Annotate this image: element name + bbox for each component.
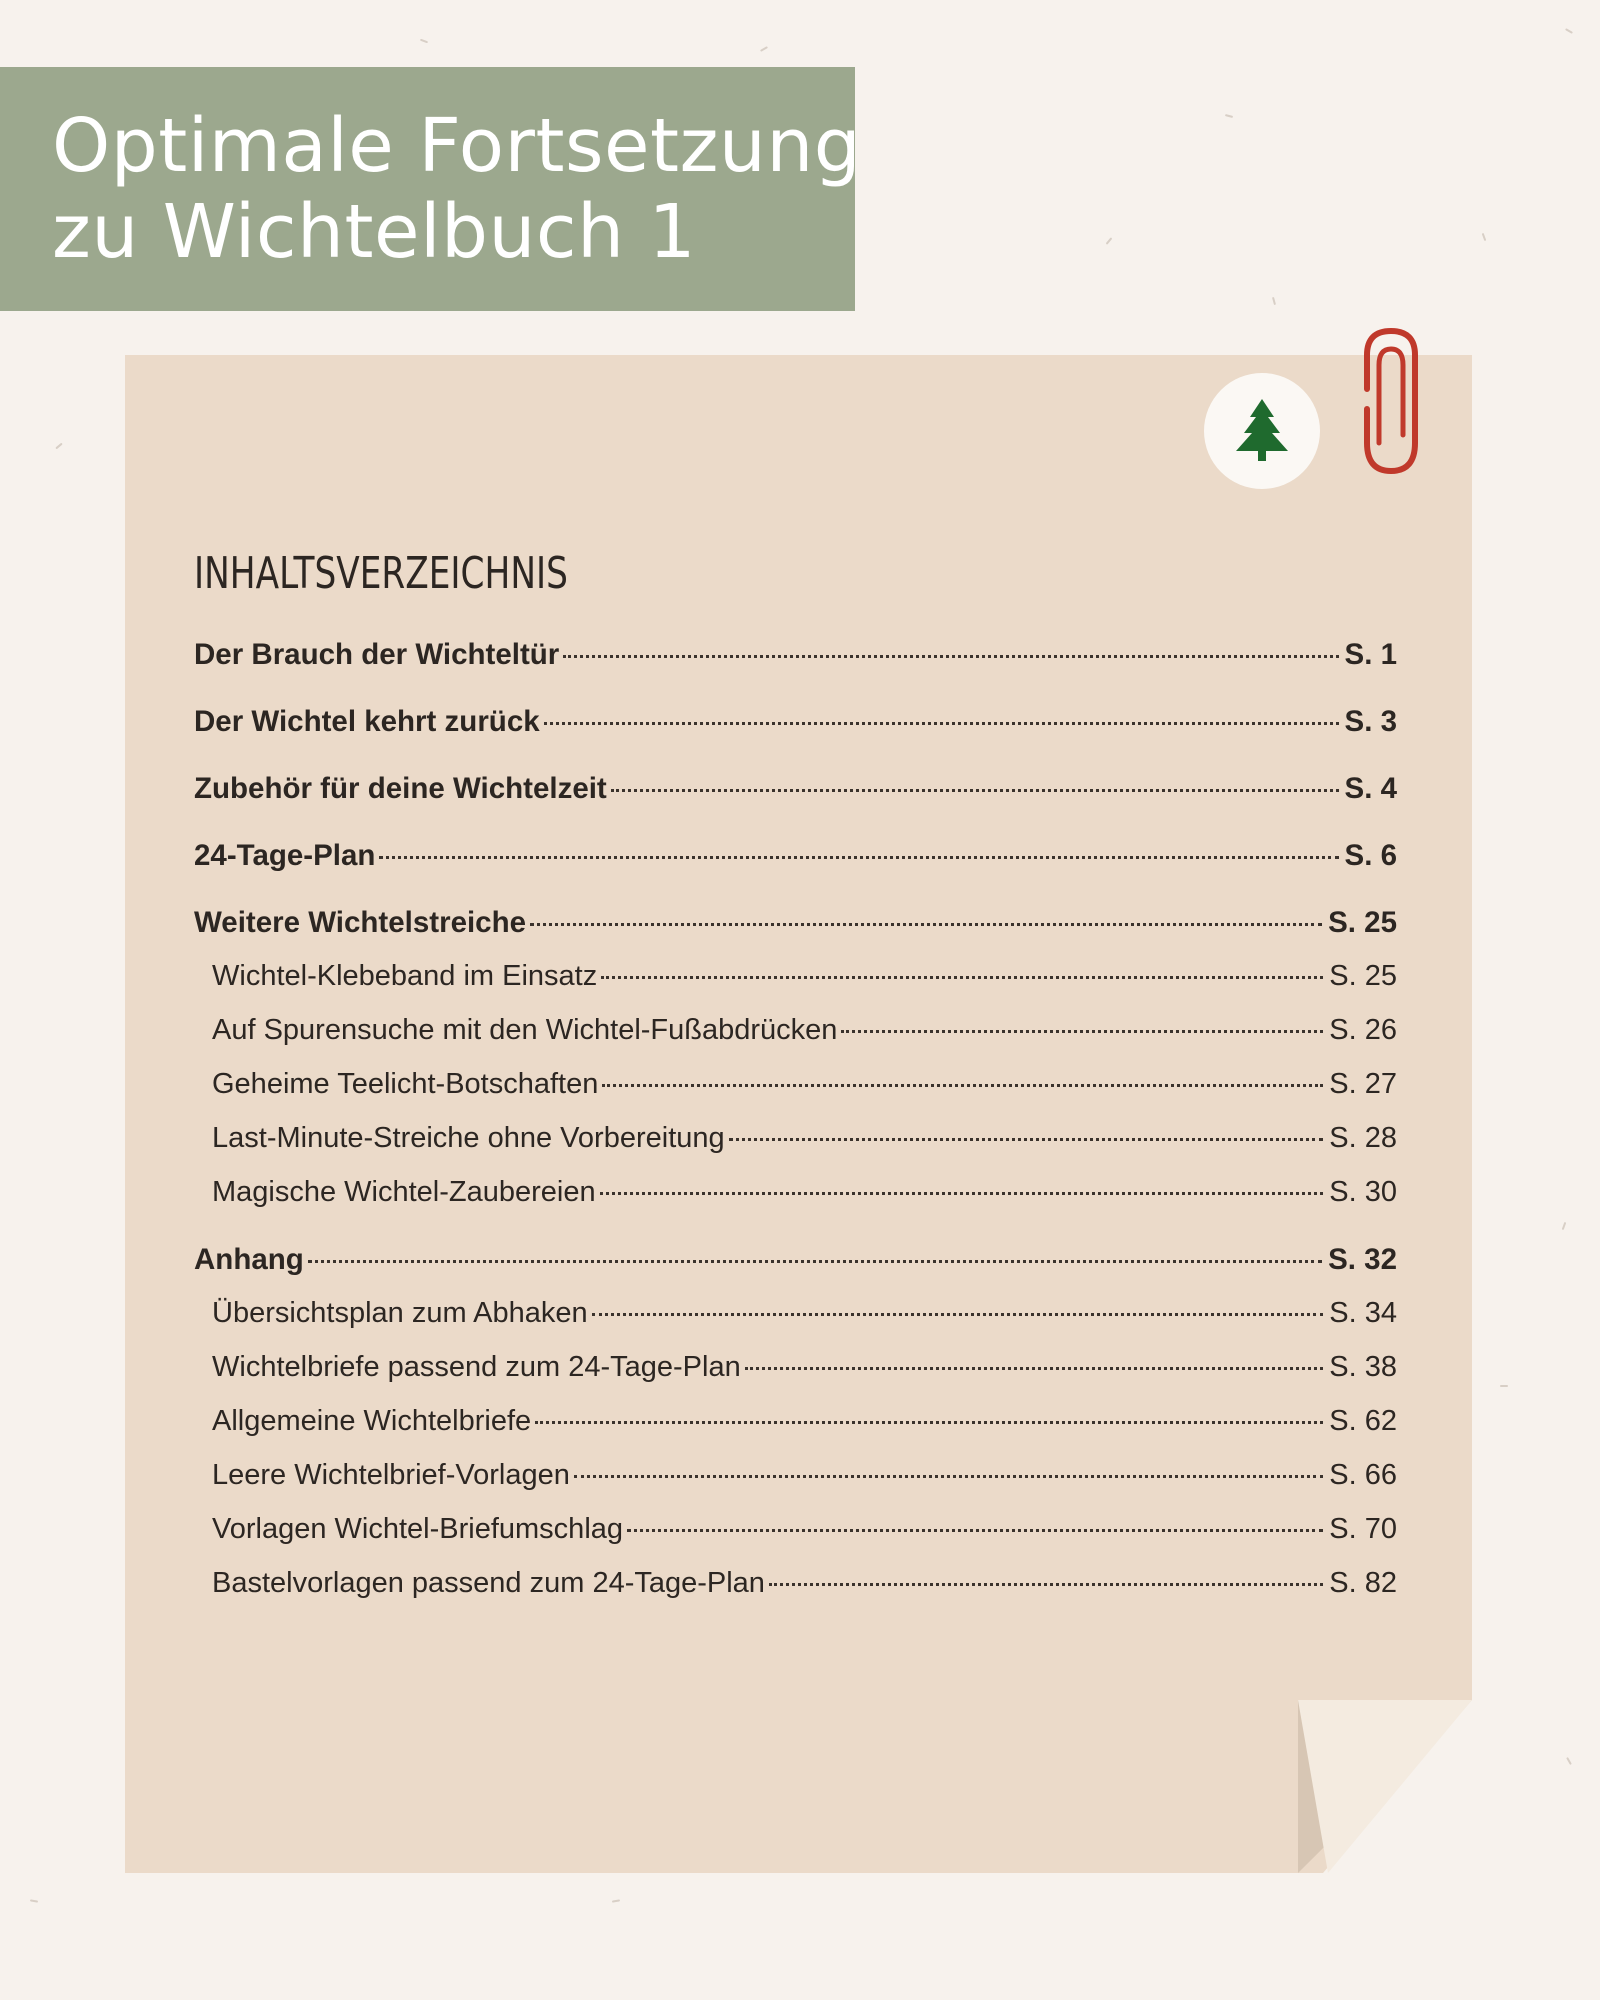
toc-subentry-title: Vorlagen Wichtel-Briefumschlag xyxy=(212,1513,624,1545)
toc-entry-title: Anhang xyxy=(194,1243,304,1276)
toc-subentry-title: Wichtel-Klebeband im Einsatz xyxy=(212,960,598,992)
toc-subentry[interactable] xyxy=(194,1351,1397,1405)
background-speck xyxy=(760,46,768,52)
background-speck xyxy=(1562,1222,1567,1230)
banner-title-line-1: Optimale Fortsetzung xyxy=(52,103,862,189)
toc-subentry-title: Leere Wichtelbrief-Vorlagen xyxy=(212,1459,570,1491)
dot-leader xyxy=(600,1192,1324,1195)
tree-badge xyxy=(1204,373,1320,489)
toc-entry-title: Weitere Wichtelstreiche xyxy=(194,906,527,939)
dot-leader xyxy=(729,1138,1324,1141)
toc-entry-brauch[interactable] xyxy=(194,638,1397,705)
toc-subentry-page: S. 25 xyxy=(1329,960,1397,992)
background-speck xyxy=(1500,1385,1508,1387)
table-of-contents xyxy=(194,638,1397,1621)
background-speck xyxy=(612,1899,620,1902)
toc-subentry-page: S. 34 xyxy=(1329,1297,1397,1329)
paperclip-icon xyxy=(1355,325,1425,477)
toc-subentry-page: S. 82 xyxy=(1329,1567,1397,1599)
toc-subentry[interactable] xyxy=(194,1176,1397,1243)
toc-heading: INHALTSVERZEICHNIS xyxy=(194,548,568,599)
dot-leader xyxy=(308,1260,1322,1263)
toc-entry-page: S. 3 xyxy=(1344,705,1397,738)
toc-subentry-page: S. 28 xyxy=(1329,1122,1397,1154)
title-banner xyxy=(0,67,862,311)
toc-entry-title: Der Wichtel kehrt zurück xyxy=(194,705,540,738)
toc-subentry[interactable] xyxy=(194,1122,1397,1176)
toc-entry-title: Zubehör für deine Wichtelzeit xyxy=(194,772,607,805)
toc-subentry-page: S. 26 xyxy=(1329,1014,1397,1046)
dot-leader xyxy=(592,1313,1324,1316)
toc-entry-page: S. 6 xyxy=(1344,839,1397,872)
banner-title-line-2: zu Wichtelbuch 1 xyxy=(52,189,697,275)
toc-subentry[interactable] xyxy=(194,1405,1397,1459)
dot-leader xyxy=(769,1583,1323,1586)
dot-leader xyxy=(841,1030,1323,1033)
toc-entry-page: S. 4 xyxy=(1344,772,1397,805)
toc-subentry-title: Allgemeine Wichtelbriefe xyxy=(212,1405,532,1437)
toc-entry-title: 24-Tage-Plan xyxy=(194,839,376,872)
tree-icon xyxy=(1224,393,1300,469)
toc-entry-page: S. 1 xyxy=(1344,638,1397,671)
toc-subentry[interactable] xyxy=(194,1567,1397,1621)
background-speck xyxy=(30,1899,38,1902)
dot-leader xyxy=(530,923,1322,926)
toc-entry-kehrt-zurueck[interactable] xyxy=(194,705,1397,772)
dot-leader xyxy=(535,1421,1323,1424)
dot-leader xyxy=(563,655,1338,658)
toc-subentry-page: S. 70 xyxy=(1329,1513,1397,1545)
dot-leader xyxy=(601,976,1323,979)
background-speck xyxy=(1106,237,1113,244)
background-speck xyxy=(1272,297,1276,305)
toc-subentry-title: Wichtelbriefe passend zum 24-Tage-Plan xyxy=(212,1351,741,1383)
toc-subentry-page: S. 27 xyxy=(1329,1068,1397,1100)
toc-subentry[interactable] xyxy=(194,1068,1397,1122)
dot-leader xyxy=(574,1475,1323,1478)
toc-subentry[interactable] xyxy=(194,1513,1397,1567)
toc-subentry-title: Übersichtsplan zum Abhaken xyxy=(212,1297,588,1329)
background-speck xyxy=(1566,1757,1572,1765)
toc-entry-page: S. 25 xyxy=(1328,906,1397,939)
dot-leader xyxy=(544,722,1339,725)
toc-subentry[interactable] xyxy=(194,1459,1397,1513)
toc-entry-anhang[interactable] xyxy=(194,1243,1397,1297)
toc-entry-title: Der Brauch der Wichteltür xyxy=(194,638,560,671)
dot-leader xyxy=(379,856,1338,859)
toc-entry-weitere-streiche[interactable] xyxy=(194,906,1397,960)
background-speck xyxy=(1565,28,1573,34)
toc-subentry-title: Geheime Teelicht-Botschaften xyxy=(212,1068,599,1100)
toc-subentry-title: Magische Wichtel-Zaubereien xyxy=(212,1176,596,1208)
toc-subentry-title: Last-Minute-Streiche ohne Vorbereitung xyxy=(212,1122,725,1154)
background-speck xyxy=(420,39,428,44)
toc-entry-page: S. 32 xyxy=(1328,1243,1397,1276)
dot-leader xyxy=(627,1529,1323,1532)
dot-leader xyxy=(745,1367,1324,1370)
background-speck xyxy=(1225,114,1233,118)
toc-subentry-title: Bastelvorlagen passend zum 24-Tage-Plan xyxy=(212,1567,765,1599)
dot-leader xyxy=(611,789,1339,792)
toc-subentry-page: S. 66 xyxy=(1329,1459,1397,1491)
toc-subentry-page: S. 62 xyxy=(1329,1405,1397,1437)
dot-leader xyxy=(602,1084,1323,1087)
toc-subentry-title: Auf Spurensuche mit den Wichtel-Fußabdrücken xyxy=(212,1014,838,1046)
toc-entry-24-tage-plan[interactable] xyxy=(194,839,1397,906)
toc-subentry[interactable] xyxy=(194,1297,1397,1351)
toc-entry-zubehoer[interactable] xyxy=(194,772,1397,839)
background-speck xyxy=(55,443,62,450)
toc-subentry[interactable] xyxy=(194,1014,1397,1068)
page-curl-corner xyxy=(1298,1700,1472,1873)
toc-subentry-page: S. 30 xyxy=(1329,1176,1397,1208)
toc-subentry[interactable] xyxy=(194,960,1397,1014)
toc-subentry-page: S. 38 xyxy=(1329,1351,1397,1383)
background-speck xyxy=(1482,233,1487,241)
